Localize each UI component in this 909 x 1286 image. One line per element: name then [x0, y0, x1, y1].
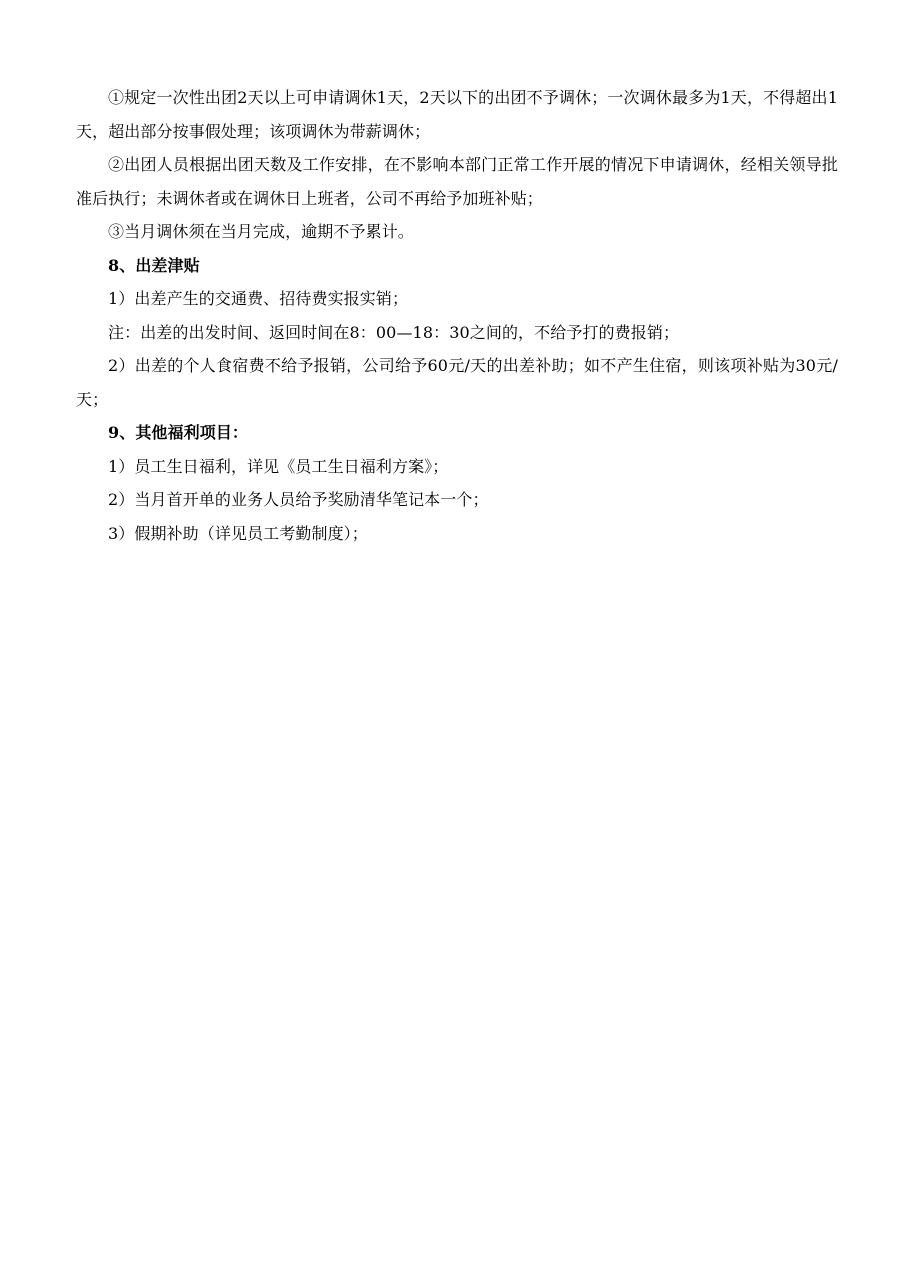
travel-item-2: 2）出差的个人食宿费不给予报销，公司给予60元/天的出差补助；如不产生住宿，则该项补贴为30元/天；: [76, 356, 838, 409]
rule-paragraph-1: ①规定一次性出团2天以上可申请调休1天，2天以下的出团不予调休；一次调休最多为1天，不得超出1天，超出部分按事假处理；该项调休为带薪调休；: [76, 88, 838, 141]
rule-paragraph-3: ③当月调休须在当月完成，逾期不予累计。: [108, 222, 414, 241]
travel-note: 注：出差的出发时间、返回时间在8：00—18：30之间的，不给予打的费报销；: [108, 322, 680, 342]
document-body: [76, 81, 838, 550]
benefit-item-1: 1）员工生日福利，详见《员工生日福利方案》；: [108, 456, 449, 476]
travel-item-1: 1）出差产生的交通费、招待费实报实销；: [108, 289, 409, 308]
section-heading-travel-allowance: 8、出差津贴: [108, 255, 200, 275]
section-heading-other-benefits: 9、其他福利项目：: [108, 423, 249, 442]
rule-paragraph-2: ②出团人员根据出团天数及工作安排，在不影响本部门正常工作开展的情况下申请调休，经相关领导批准后执行；未调休者或在调休日上班者，公司不再给予加班补贴；: [76, 155, 838, 208]
benefit-item-2: 2）当月首开单的业务人员给予奖励清华笔记本一个；: [108, 490, 489, 509]
benefit-item-3: 3）假期补助（详见员工考勤制度）；: [108, 523, 368, 543]
